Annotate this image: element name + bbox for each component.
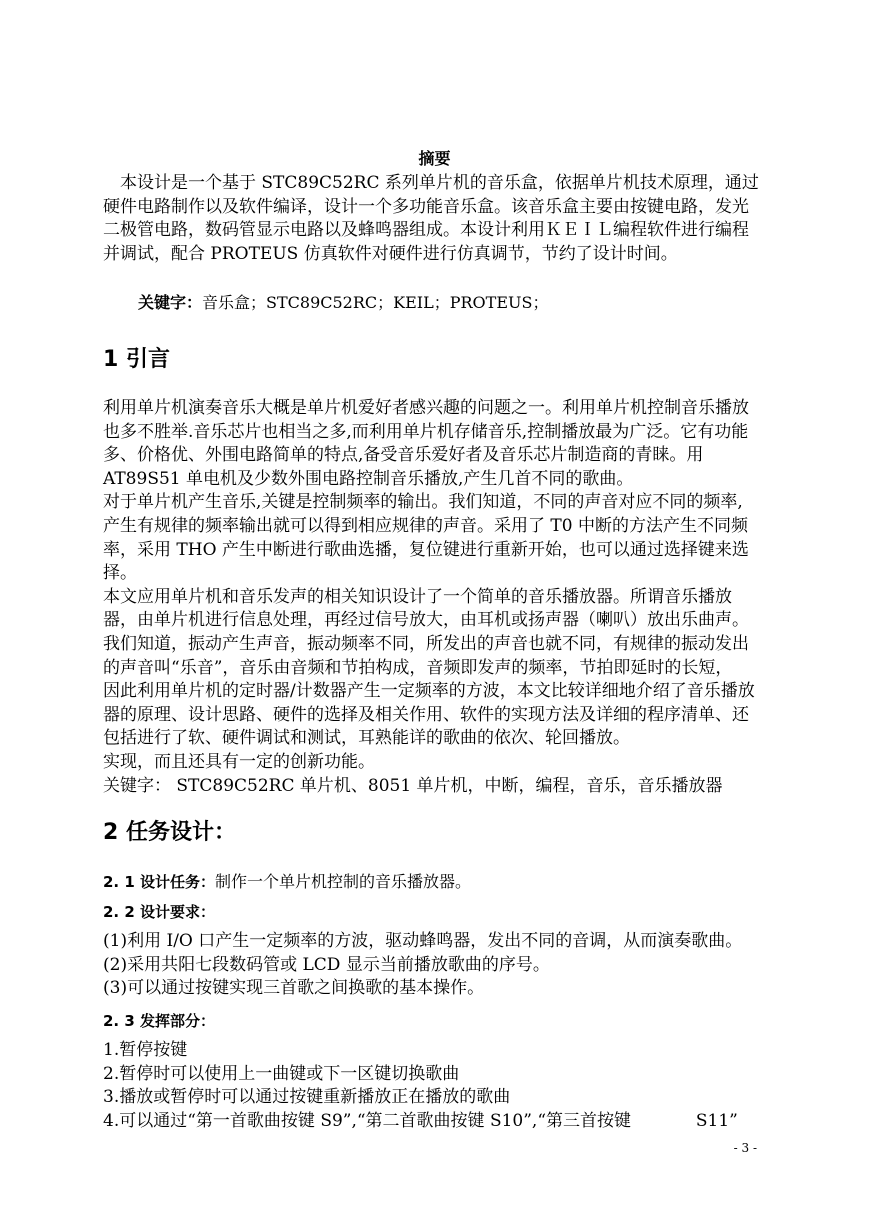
section-1-body [103, 397, 767, 798]
abstract-line: 并调试，配合 PROTEUS 仿真软件对硬件进行仿真调节，节约了设计时间。 [103, 243, 678, 264]
abstract-paragraph [103, 172, 767, 266]
feature-item: 3.播放或暂停时可以通过按键重新播放正在播放的歌曲 [103, 1087, 511, 1108]
subsection-2-3-label: 2. 3 发挥部分： [103, 1012, 216, 1030]
abstract-keywords [138, 290, 548, 313]
subsection-2-2-label: 2. 2 设计要求： [103, 903, 216, 921]
body-line: 率，采用 THO 产生中断进行歌曲选播，复位键进行重新开始，也可以通过选择键来选 [103, 539, 749, 560]
body-line: 因此利用单片机的定时器/计数器产生一定频率的方波，本文比较详细地介绍了音乐播放 [103, 681, 755, 702]
subsection-2-1-text: 制作一个单片机控制的音乐播放器。 [215, 872, 472, 891]
subsection-2-1 [103, 869, 471, 892]
subsection-2-1-label: 2. 1 设计任务： [103, 873, 216, 891]
feature-item: 1.暂停按键 [103, 1040, 188, 1060]
body-line: 择。 [103, 563, 137, 584]
body-line: 实现，而且还具有一定的创新功能。 [103, 751, 375, 772]
keywords-value: 音乐盒；STC89C52RC；KEIL；PROTEUS； [202, 293, 549, 312]
requirement-item: (3)可以通过按键实现三首歌之间换歌的基本操作。 [103, 978, 485, 999]
keywords-label: 关键字： [138, 293, 203, 312]
body-line: 本文应用单片机和音乐发声的相关知识设计了一个简单的音乐播放器。所谓音乐播放 [103, 586, 732, 607]
body-line: 也多不胜举.音乐芯片也相当之多,而利用单片机存储音乐,控制播放最为广泛。它有功能 [103, 421, 749, 442]
body-line: 利用单片机演奏音乐大概是单片机爱好者感兴趣的问题之一。利用单片机控制音乐播放 [103, 398, 749, 418]
body-line: AT89S51 单电机及少数外围电路控制音乐播放,产生几首不同的歌曲。 [103, 468, 634, 489]
feature-item: 2.暂停时可以使用上一曲键或下一区键切换歌曲 [103, 1063, 460, 1084]
section-1-heading: 1 引言 [103, 347, 170, 372]
requirement-item: (2)采用共阳七段数码管或 LCD 显示当前播放歌曲的序号。 [103, 954, 550, 975]
section-2-heading: 2 任务设计： [103, 820, 236, 845]
body-line: 器，由单片机进行信息处理，再经过信号放大，由耳机或扬声器（喇叭）放出乐曲声。 [103, 610, 749, 631]
body-line: 关键字： STC89C52RC 单片机、8051 单片机，中断，编程，音乐，音乐播放器 [103, 775, 723, 796]
page-number: - 3 - [733, 1141, 757, 1155]
abstract-title: 摘要 [418, 149, 451, 168]
body-line: 的声音叫“乐音”，音乐由音频和节拍构成，音频即发声的频率，节拍即延时的长短， [103, 657, 733, 678]
requirement-item: (1)利用 I/O 口产生一定频率的方波，驱动蜂鸣器，发出不同的音调，从而演奏歌曲。 [103, 931, 743, 951]
body-line: 包括进行了软、硬件调试和测试，耳熟能详的歌曲的依次、轮回播放。 [103, 728, 630, 749]
subsection-2-3-list [103, 1039, 767, 1133]
body-line: 我们知道，振动产生声音，振动频率不同，所发出的声音也就不同，有规律的振动发出 [103, 633, 749, 654]
body-line: 产生有规律的频率输出就可以得到相应规律的声音。采用了 T0 中断的方法产生不同频 [103, 515, 748, 536]
body-line: 器的原理、设计思路、硬件的选择及相关作用、软件的实现方法及详细的程序清单、还 [103, 704, 749, 725]
abstract-line: 硬件电路制作以及软件编译，设计一个多功能音乐盒。该音乐盒主要由按键电路，发光 [103, 196, 749, 217]
body-line: 多、价格优、外围电路简单的特点,备受音乐爱好者及音乐芯片制造商的青睐。用 [103, 445, 704, 466]
abstract-line: 二极管电路，数码管显示电路以及蜂鸣器组成。本设计利用ＫＥＩＬ编程软件进行编程 [103, 220, 749, 241]
body-line: 对于单片机产生音乐,关键是控制频率的输出。我们知道，不同的声音对应不同的频率, [103, 492, 743, 513]
feature-item: 4.可以通过“第一首歌曲按键 S9”,“第二首歌曲按键 S10”,“第三首按键 S11” [103, 1110, 738, 1131]
abstract-line: 本设计是一个基于 STC89C52RC 系列单片机的音乐盒，依据单片机技术原理，通过 [120, 173, 759, 193]
subsection-2-2-list [103, 930, 767, 1001]
